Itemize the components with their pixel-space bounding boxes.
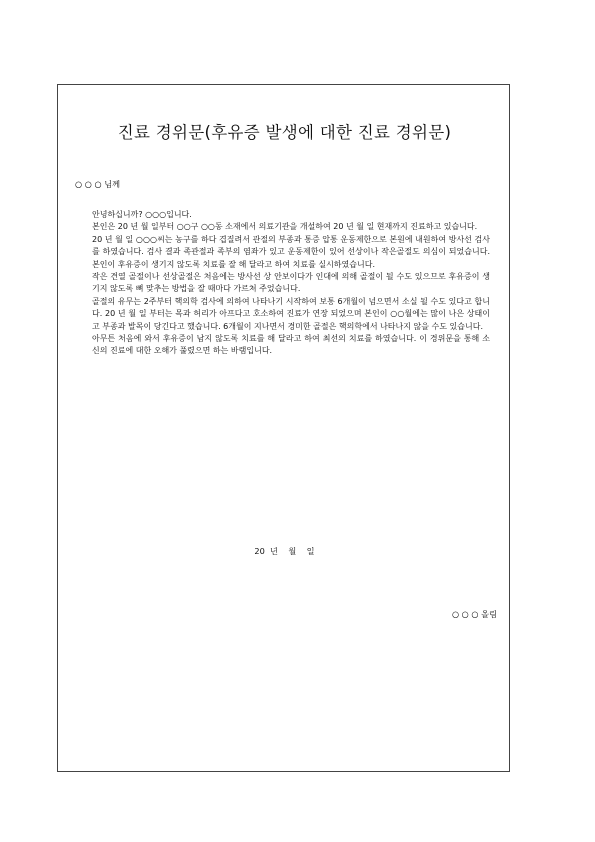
body-paragraph: 골절의 유무는 2주부터 핵의학 검사에 의하여 나타나기 시작하여 보통 6개월이 넘으면서 소실 될 수도 있다고 합니다. 20 년 월 일 부터는 목과 허리가 아프다고 호소하여 진료가 연장 되었으며 본인이 ○○월에는 많이 나은 상태이고 부종과 발목이 당긴다고 했습니다. 6개월이 지나면서 경미한 골절은 핵의학에서 나타나지 않을 수도 있습니다. [92,296,490,331]
document-body [92,209,490,358]
recipient-line: ○ ○ ○ 님께 [75,179,121,189]
body-paragraph: 본인은 20 년 월 일부터 ○○구 ○○동 소재에서 의료기관을 개설하여 20 년 월 일 현재까지 진료하고 있습니다. [92,222,478,232]
greeting-paragraph: 안녕하십니까? ○○○입니다. [92,210,192,219]
closing-paragraph: 아무튼 처음에 와서 후유증이 남지 않도록 치료를 해 달라고 하여 최선의 치료를 하였습니다. 이 경위문을 통해 소신의 진료에 대한 오해가 풀렸으면 하는 바램입니다. [92,334,490,356]
date-line: 20 년 월 일 [254,546,315,556]
document-title: 진료 경위문(후유증 발생에 대한 진료 경위문) [117,123,452,142]
body-paragraph: 20 년 월 일 ○○○씨는 농구를 하다 겹질려서 관절의 부종과 통증 압통 운동제한으로 본원에 내원하여 방사선 검사를 하였습니다. 검사 결과 족관절과 족부의 염좌가 있고 운동제한이 있어 선상이나 작은골절도 의심이 되었습니다. 본인이 후유증이 생기지 않도록 치료를 잘 해 달라고 하여 치료를 실시하였습니다. [92,234,490,269]
body-paragraph: 작은 견열 골절이나 선상골절은 처음에는 방사선 상 안보이다가 인대에 의해 골절이 될 수도 있으므로 후유증이 생기지 않도록 뼈 맞추는 방법을 잘 때마다 가르쳐 주었습니다. [92,272,490,294]
signature-line: ○ ○ ○ 올림 [451,609,497,619]
document-frame [57,84,510,772]
